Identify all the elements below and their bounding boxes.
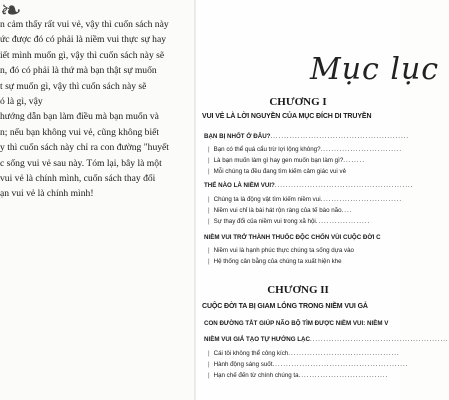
text-line: hướng dẫn bạn làm điều mà bạn muốn và <box>0 111 159 123</box>
toc-item: | Là bạn muốn làm gì hay gen muốn bạn làm gì?........ <box>208 157 365 164</box>
toc-item: | Hạn chế đến từ chính chúng ta................................. <box>208 372 388 379</box>
toc-section-heading: NIỀM VUI TRỞ THÀNH THUỐC ĐỘC CHỐN VÙI CUỘC ĐỜI C <box>204 234 381 241</box>
text-line: iết mình muốn gì, vậy thì cuốn sách này sẽ <box>0 49 165 61</box>
toc-item: | Chúng ta là động vật tìm kiếm niềm vui.............................. <box>208 196 402 203</box>
text-line: y thì cuốn sách này chỉ ra con đường "huyết <box>0 142 169 154</box>
toc-section-heading: NIỀM VUI GIẢ TẠO TỰ HƯỚNG LẠC................................................... <box>204 336 449 343</box>
text-line: ạn vui vẻ là chính mình! <box>0 188 94 200</box>
toc-item: | Hành động sáng suốt.................................................. <box>208 361 408 368</box>
text-line: n cảm thấy rất vui vẻ, vậy thì cuốn sách này <box>0 19 169 30</box>
chapter-2-subtitle: CUỘC ĐỜI TA BỊ GIAM LỎNG TRONG NIỀM VUI GẢ <box>202 303 368 310</box>
left-page <box>0 0 196 400</box>
toc-item: | Sự thay đổi của niềm vui trong xã hội.................... <box>208 218 370 225</box>
text-line: t sự muốn gì, vậy thì cuốn sách này sẽ <box>0 80 147 92</box>
text-line: ó là gì, vậy <box>0 95 43 107</box>
text-line: n; nếu bạn không vui vẻ, cũng không biết <box>0 126 160 138</box>
toc-item: | Niềm vui là hạnh phúc thực chúng ta sống dựa vào <box>208 247 354 254</box>
toc-item: | Bạn có thể quá cẩu trừ lợi lộng không?.............................. <box>208 146 402 153</box>
toc-item: | Hệ thống cân bằng của chúng ta xuất hiện khe <box>208 258 342 265</box>
text-line: ức được đó có phải là niềm vui thực sự hay <box>0 34 167 46</box>
text-line: c sống vui vẻ sau này. Tóm lại, bây là một <box>0 157 162 169</box>
toc-item: | Cái tôi không thể công kích......................................... <box>208 350 400 357</box>
toc-title: Mục lục <box>310 52 440 87</box>
toc-section-heading: CON ĐƯỜNG TẮT GIÚP NÃO BỘ TÌM ĐƯỢC NIỀM VUI: NIỀM V <box>204 320 389 327</box>
right-page <box>196 0 449 400</box>
corner-flourish-icon: ❧ <box>0 0 22 26</box>
toc-item: | Niềm vui chỉ là bài hát rộn ràng của tế bào não.... <box>208 207 352 214</box>
chapter-1-label: CHƯƠNG I <box>269 96 327 108</box>
chapter-2-label: CHƯƠNG II <box>267 284 329 296</box>
text-line: vui vẻ là chính mình, cuốn sách thay đổi <box>0 172 156 184</box>
chapter-1-subtitle: VUI VẺ LÀ LỜI NGUYỀN CỦA MỤC ĐÍCH DI TRUYỀN <box>202 113 372 120</box>
toc-item: | Mỗi chúng ta đều đang tìm kiếm cảm giác vui vẻ <box>208 168 346 175</box>
body-text <box>0 17 196 202</box>
toc-section-heading: THẾ NÀO LÀ NIỀM VUI?................................................... <box>204 182 414 189</box>
toc-section-heading: BẠN BỊ NHỐT Ở ĐÂU?................................................... <box>204 133 410 140</box>
text-line: n, đó có phải là thứ mà bạn thật sự muốn <box>0 65 157 77</box>
